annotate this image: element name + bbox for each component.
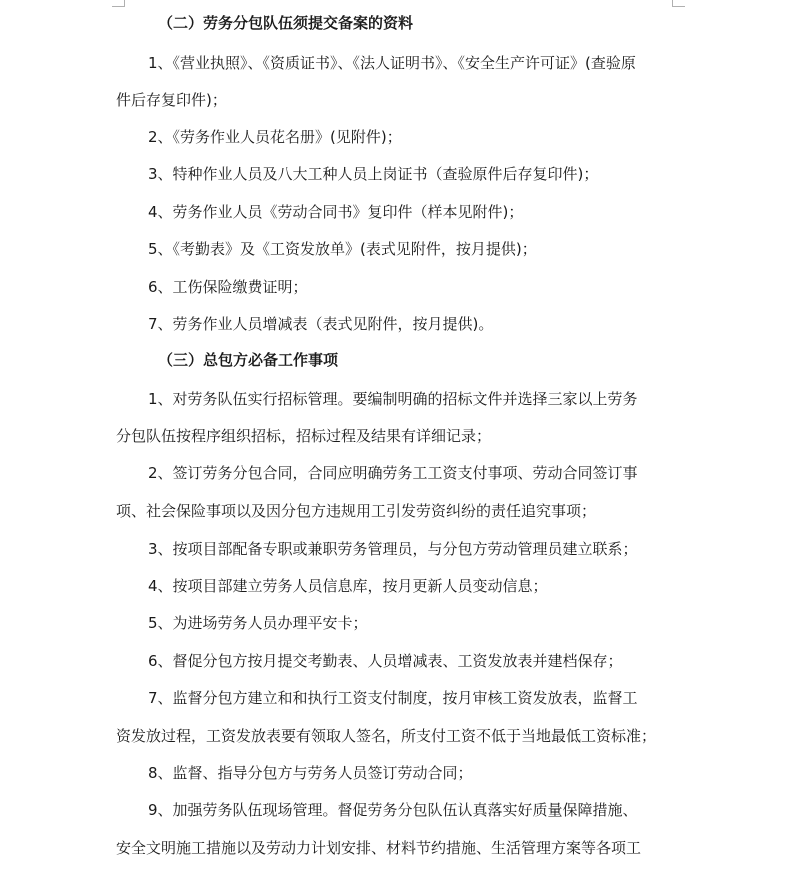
- paragraph-line: 1、对劳务队伍实行招标管理。要编制明确的招标文件并选择三家以上劳务: [148, 390, 638, 408]
- paragraph-line: 6、督促分包方按月提交考勤表、人员增减表、工资发放表并建档保存；: [148, 652, 623, 670]
- section-heading-duties: （三）总包方必备工作事项: [158, 351, 339, 369]
- paragraph-line: 9、加强劳务队伍现场管理。督促劳务分包队伍认真落实好质量保障措施、: [148, 801, 638, 819]
- paragraph-line: 8、监督、指导分包方与劳务人员签订劳动合同；: [148, 764, 473, 782]
- paragraph-line: 分包队伍按程序组织招标，招标过程及结果有详细记录；: [116, 427, 492, 445]
- paragraph-line: 6、工伤保险缴费证明；: [148, 278, 308, 296]
- paragraph-line: 4、劳务作业人员《劳动合同书》复印件（样本见附件)；: [148, 203, 524, 221]
- paragraph-line: 1、《营业执照》、《资质证书》、《法人证明书》、《安全生产许可证》(查验原: [148, 54, 636, 72]
- paragraph-line: 件后存复印件)；: [116, 91, 227, 109]
- paragraph-line: 2、签订劳务分包合同，合同应明确劳务工工资支付事项、劳动合同签订事: [148, 464, 638, 482]
- page-corner-mark-right: [672, 0, 685, 7]
- paragraph-line: 5、《考勤表》及《工资发放单》(表式见附件，按月提供)；: [148, 240, 537, 258]
- paragraph-line: 安全文明施工措施以及劳动力计划安排、材料节约措施、生活管理方案等各项工: [116, 839, 642, 857]
- paragraph-line: 7、劳务作业人员增减表（表式见附件，按月提供)。: [148, 315, 494, 333]
- paragraph-line: 4、按项目部建立劳务人员信息库，按月更新人员变动信息；: [148, 577, 548, 595]
- paragraph-line: 5、为进场劳务人员办理平安卡；: [148, 614, 368, 632]
- page-corner-mark-left: [112, 0, 125, 7]
- paragraph-line: 3、按项目部配备专职或兼职劳务管理员，与分包方劳动管理员建立联系；: [148, 540, 638, 558]
- paragraph-line: 项、社会保险事项以及因分包方违规用工引发劳资纠纷的责任追究事项；: [116, 502, 597, 520]
- paragraph-line: 7、监督分包方建立和和执行工资支付制度，按月审核工资发放表，监督工: [148, 689, 638, 707]
- paragraph-line: 3、特种作业人员及八大工种人员上岗证书（查验原件后存复印件)；: [148, 165, 599, 183]
- paragraph-line: 资发放过程，工资发放表要有领取人签名，所支付工资不低于当地最低工资标准；: [116, 727, 657, 745]
- section-heading-materials: （二）劳务分包队伍须提交备案的资料: [158, 14, 414, 32]
- paragraph-line: 2、《劳务作业人员花名册》(见附件)；: [148, 128, 402, 146]
